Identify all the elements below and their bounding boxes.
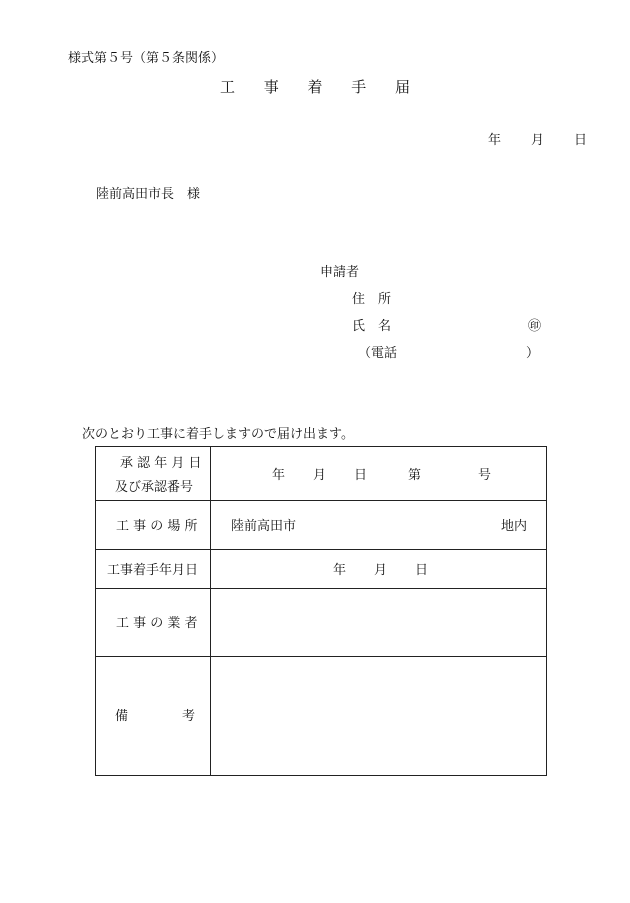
approval-year-label: 年 <box>272 468 286 483</box>
start-date-year-label: 年 <box>333 563 347 578</box>
start-date-day-label: 日 <box>415 563 429 578</box>
location-city: 陸前高田市 <box>231 519 297 534</box>
remarks-row <box>96 657 546 775</box>
approval-label-line2: 及び承認番号 <box>115 480 194 495</box>
approval-label-line1: 承 認 年 月 日 <box>120 456 202 471</box>
contractor-row <box>96 589 546 657</box>
approval-go-label: 号 <box>478 468 492 483</box>
seal-mark: ㊞ <box>528 319 542 334</box>
phone-close: ） <box>526 346 540 361</box>
location-label: 工 事 の 場 所 <box>116 519 198 534</box>
start-date-row <box>96 550 546 589</box>
start-date-month-label: 月 <box>374 563 388 578</box>
date-month-label: 月 <box>531 133 545 148</box>
start-date-label-cell <box>96 550 211 588</box>
approval-row <box>96 447 546 501</box>
submission-date <box>488 134 587 147</box>
addressee: 陸前高田市長 様 <box>96 187 201 202</box>
approval-label-cell <box>96 447 211 500</box>
approval-dai-label: 第 <box>408 468 422 483</box>
remarks-label-cell <box>96 657 211 775</box>
contractor-label-cell <box>96 589 211 656</box>
location-value-cell[interactable] <box>211 501 546 549</box>
contractor-value-cell[interactable] <box>211 589 546 656</box>
remarks-value-cell[interactable] <box>211 657 546 775</box>
approval-day-label: 日 <box>354 468 368 483</box>
date-year-label: 年 <box>488 133 502 148</box>
document-title: 工 事 着 手 届 <box>219 78 423 96</box>
form-number: 様式第５号（第５条関係） <box>68 51 225 66</box>
location-row <box>96 501 546 550</box>
date-day-label: 日 <box>574 133 588 148</box>
name-label: 氏 名 <box>352 319 392 334</box>
remarks-label-left: 備 <box>115 709 129 724</box>
approval-value-cell[interactable] <box>211 447 546 500</box>
applicant-heading: 申請者 <box>320 265 360 280</box>
location-suffix: 地内 <box>501 519 528 534</box>
start-date-label: 工事着手年月日 <box>107 563 199 578</box>
location-label-cell <box>96 501 211 549</box>
start-date-value-cell[interactable] <box>211 550 546 588</box>
approval-month-label: 月 <box>313 468 327 483</box>
remarks-label-right: 考 <box>182 709 196 724</box>
phone-label: （電話 <box>358 346 398 361</box>
construction-start-table <box>95 446 547 776</box>
contractor-label: 工 事 の 業 者 <box>116 616 198 631</box>
address-label: 住 所 <box>352 292 392 307</box>
intro-text: 次のとおり工事に着手しますので届け出ます。 <box>82 427 354 442</box>
